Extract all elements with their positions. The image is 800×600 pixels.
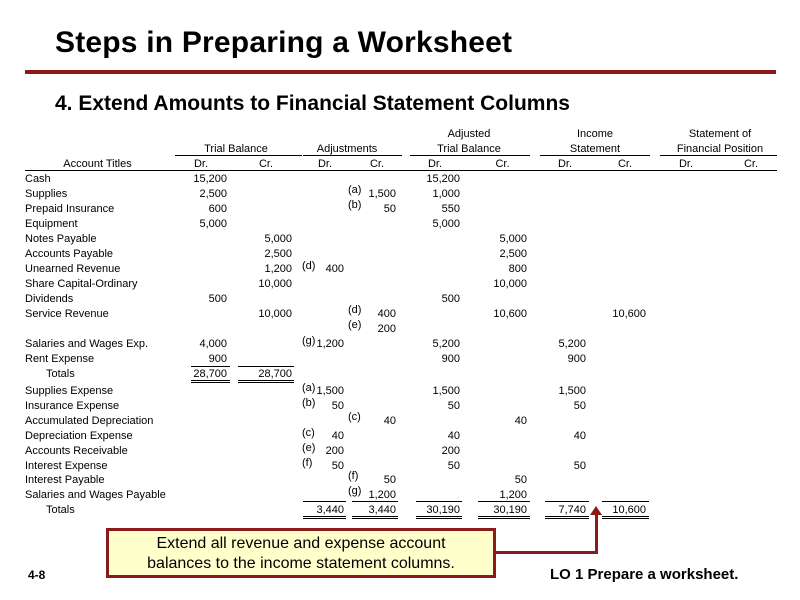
total-double-rule-tb-cr — [238, 380, 294, 383]
cell-atb-dr: 50 — [447, 460, 460, 472]
cell-is-dr: 1,500 — [558, 385, 586, 397]
header-is-dr: Dr. — [557, 158, 573, 170]
row-account-title: Accounts Receivable — [25, 445, 128, 457]
final-total-rule — [303, 501, 346, 502]
header-atb-dr: Dr. — [427, 158, 443, 170]
row-account-title: Unearned Revenue — [25, 263, 121, 275]
cell-tb-dr: 2,500 — [199, 188, 227, 200]
header-is-cr: Cr. — [617, 158, 633, 170]
slide-title: Steps in Preparing a Worksheet — [55, 26, 513, 59]
row-account-title: Accumulated Depreciation — [25, 415, 154, 427]
adjustment-key-label: (f) — [302, 457, 313, 469]
cell-atb-cr: 800 — [508, 263, 527, 275]
header-trial-balance: Trial Balance — [204, 143, 268, 155]
cell-tb-dr: 500 — [208, 293, 227, 305]
row-account-title: Notes Payable — [25, 233, 97, 245]
cell-tb-cr: 10,000 — [258, 308, 292, 320]
cell-atb-dr: 15,200 — [426, 173, 460, 185]
cell-atb-dr: 5,200 — [432, 338, 460, 350]
header-tb-cr: Cr. — [258, 158, 274, 170]
cell-is-dr: 5,200 — [558, 338, 586, 350]
header-underline-all — [25, 170, 777, 171]
cell-atb-cr: 5,000 — [499, 233, 527, 245]
row-account-title: Share Capital-Ordinary — [25, 278, 138, 290]
adjustment-key-label: (g) — [348, 485, 362, 497]
header-adjusted-2: Trial Balance — [437, 143, 501, 155]
cell-atb-cr: 2,500 — [499, 248, 527, 260]
cell-adj-dr: 1,500 — [316, 385, 344, 397]
cell-is-cr: 10,600 — [612, 308, 646, 320]
adjustment-key-label: (b) — [348, 199, 362, 211]
cell-adj-dr: 400 — [325, 263, 344, 275]
row-account-title: Totals — [46, 368, 75, 380]
header-tb-dr: Dr. — [193, 158, 209, 170]
cell-tb-dr: 4,000 — [199, 338, 227, 350]
final-total-rule — [602, 501, 649, 502]
cell-tb-dr: 900 — [208, 353, 227, 365]
cell-tb-cr: 10,000 — [258, 278, 292, 290]
learning-objective: LO 1 Prepare a worksheet. — [550, 566, 739, 583]
row-account-title: Totals — [46, 504, 75, 516]
cell-is-dr: 900 — [567, 353, 586, 365]
cell-atb-cr: 50 — [514, 474, 527, 486]
adjustment-key-label: (g) — [302, 335, 316, 347]
header-adj-dr: Dr. — [317, 158, 333, 170]
cell-atb-dr: 200 — [441, 445, 460, 457]
row-account-title: Insurance Expense — [25, 400, 120, 412]
cell-atb-dr: 1,000 — [432, 188, 460, 200]
row-account-title: Depreciation Expense — [25, 430, 133, 442]
total-rule-tb-dr — [191, 366, 230, 367]
adjustment-key-label: (a) — [348, 184, 362, 196]
cell-atb-dr: 50 — [447, 400, 460, 412]
cell-adj-dr: 40 — [331, 430, 344, 442]
cell-tb-cr: 5,000 — [264, 233, 292, 245]
callout-arrow-head-icon — [590, 506, 602, 515]
header-sofp-dr: Dr. — [678, 158, 694, 170]
row-account-title: Equipment — [25, 218, 78, 230]
final-total-double-rule — [416, 516, 462, 519]
header-underline-sofp — [660, 155, 777, 156]
row-account-title: Interest Payable — [25, 474, 105, 486]
cell-atb-dr: 40 — [447, 430, 460, 442]
row-account-title: Interest Expense — [25, 460, 108, 472]
row-account-title: Salaries and Wages Payable — [25, 489, 166, 501]
header-sofp-2: Financial Position — [676, 143, 764, 155]
final-total-double-rule — [602, 516, 649, 519]
final-total-double-rule — [352, 516, 398, 519]
row-account-title: Prepaid Insurance — [25, 203, 115, 215]
callout-arrow-horizontal — [496, 551, 598, 554]
row-account-title: Dividends — [25, 293, 74, 305]
cell-adj-cr: 50 — [383, 203, 396, 215]
final-total-double-rule — [478, 516, 530, 519]
total-rule-tb-cr — [238, 366, 294, 367]
cell-is-dr: 50 — [573, 400, 586, 412]
header-adjustments: Adjustments — [316, 143, 378, 155]
cell-adj-dr: 50 — [331, 460, 344, 472]
cell-adj-cr: 50 — [383, 474, 396, 486]
cell-adj-cr: 40 — [383, 415, 396, 427]
callout-arrow-vertical — [595, 513, 598, 553]
header-underline-adj — [303, 155, 402, 156]
cell-adj-dr: 1,200 — [316, 338, 344, 350]
row-account-title: Salaries and Wages Exp. — [25, 338, 149, 350]
adjustment-key-label: (c) — [302, 427, 315, 439]
final-total-rule — [545, 501, 589, 502]
cell-is-cr: 10,600 — [612, 504, 646, 516]
adjustment-key-label: (e) — [302, 442, 316, 454]
cell-adj-dr: 3,440 — [316, 504, 344, 516]
adjustment-key-label: (d) — [302, 260, 316, 272]
header-income-2: Statement — [569, 143, 621, 155]
header-income-1: Income — [576, 128, 614, 140]
final-total-double-rule — [303, 516, 346, 519]
row-account-title: Supplies — [25, 188, 68, 200]
slide-subtitle: 4. Extend Amounts to Financial Statement Columns — [55, 92, 570, 115]
cell-atb-dr: 550 — [441, 203, 460, 215]
final-total-rule — [416, 501, 462, 502]
cell-atb-cr: 40 — [514, 415, 527, 427]
cell-is-dr: 40 — [573, 430, 586, 442]
cell-atb-cr: 30,190 — [493, 504, 527, 516]
cell-atb-dr: 5,000 — [432, 218, 460, 230]
adjustment-key-label: (f) — [348, 470, 359, 482]
cell-is-dr: 7,740 — [558, 504, 586, 516]
cell-tb-cr: 2,500 — [264, 248, 292, 260]
page-number: 4-8 — [28, 568, 46, 582]
cell-adj-dr: 200 — [325, 445, 344, 457]
cell-atb-cr: 10,000 — [493, 278, 527, 290]
cell-adj-cr: 200 — [377, 323, 396, 335]
cell-tb-dr: 5,000 — [199, 218, 227, 230]
row-account-title: Cash — [25, 173, 51, 185]
cell-atb-dr: 30,190 — [426, 504, 460, 516]
adjustment-key-label: (b) — [302, 397, 316, 409]
cell-tb-cr: 28,700 — [258, 368, 292, 380]
final-total-rule — [478, 501, 530, 502]
cell-atb-cr: 10,600 — [493, 308, 527, 320]
final-total-double-rule — [545, 516, 589, 519]
cell-adj-cr: 1,500 — [368, 188, 396, 200]
cell-tb-cr: 1,200 — [264, 263, 292, 275]
cell-atb-dr: 1,500 — [432, 385, 460, 397]
cell-tb-dr: 600 — [208, 203, 227, 215]
header-account-titles: Account Titles — [63, 158, 132, 170]
callout-box — [106, 528, 496, 578]
adjustment-key-label: (e) — [348, 319, 362, 331]
callout-line-2: balances to the income statement columns. — [147, 555, 455, 572]
adjustment-key-label: (a) — [302, 382, 316, 394]
header-adj-cr: Cr. — [369, 158, 385, 170]
cell-atb-cr: 1,200 — [499, 489, 527, 501]
header-sofp-cr: Cr. — [743, 158, 759, 170]
cell-adj-cr: 1,200 — [368, 489, 396, 501]
header-adjusted-1: Adjusted — [447, 128, 491, 140]
cell-adj-cr: 400 — [377, 308, 396, 320]
header-underline-tb — [175, 155, 302, 156]
header-sofp-1: Statement of — [688, 128, 752, 140]
cell-adj-cr: 3,440 — [368, 504, 396, 516]
header-atb-cr: Cr. — [495, 158, 510, 170]
cell-tb-dr: 28,700 — [193, 368, 227, 380]
adjustment-key-label: (c) — [348, 411, 361, 423]
cell-atb-dr: 500 — [441, 293, 460, 305]
row-account-title: Supplies Expense — [25, 385, 114, 397]
row-account-title: Rent Expense — [25, 353, 95, 365]
title-divider — [25, 70, 776, 74]
cell-atb-dr: 900 — [441, 353, 460, 365]
cell-tb-dr: 15,200 — [193, 173, 227, 185]
final-total-rule — [352, 501, 398, 502]
cell-is-dr: 50 — [573, 460, 586, 472]
adjustment-key-label: (d) — [348, 304, 362, 316]
header-underline-is — [540, 155, 650, 156]
header-underline-atb — [410, 155, 530, 156]
row-account-title: Service Revenue — [25, 308, 109, 320]
row-account-title: Accounts Payable — [25, 248, 114, 260]
callout-line-1: Extend all revenue and expense account — [156, 535, 446, 552]
total-double-rule-tb-dr — [191, 380, 230, 383]
cell-adj-dr: 50 — [331, 400, 344, 412]
